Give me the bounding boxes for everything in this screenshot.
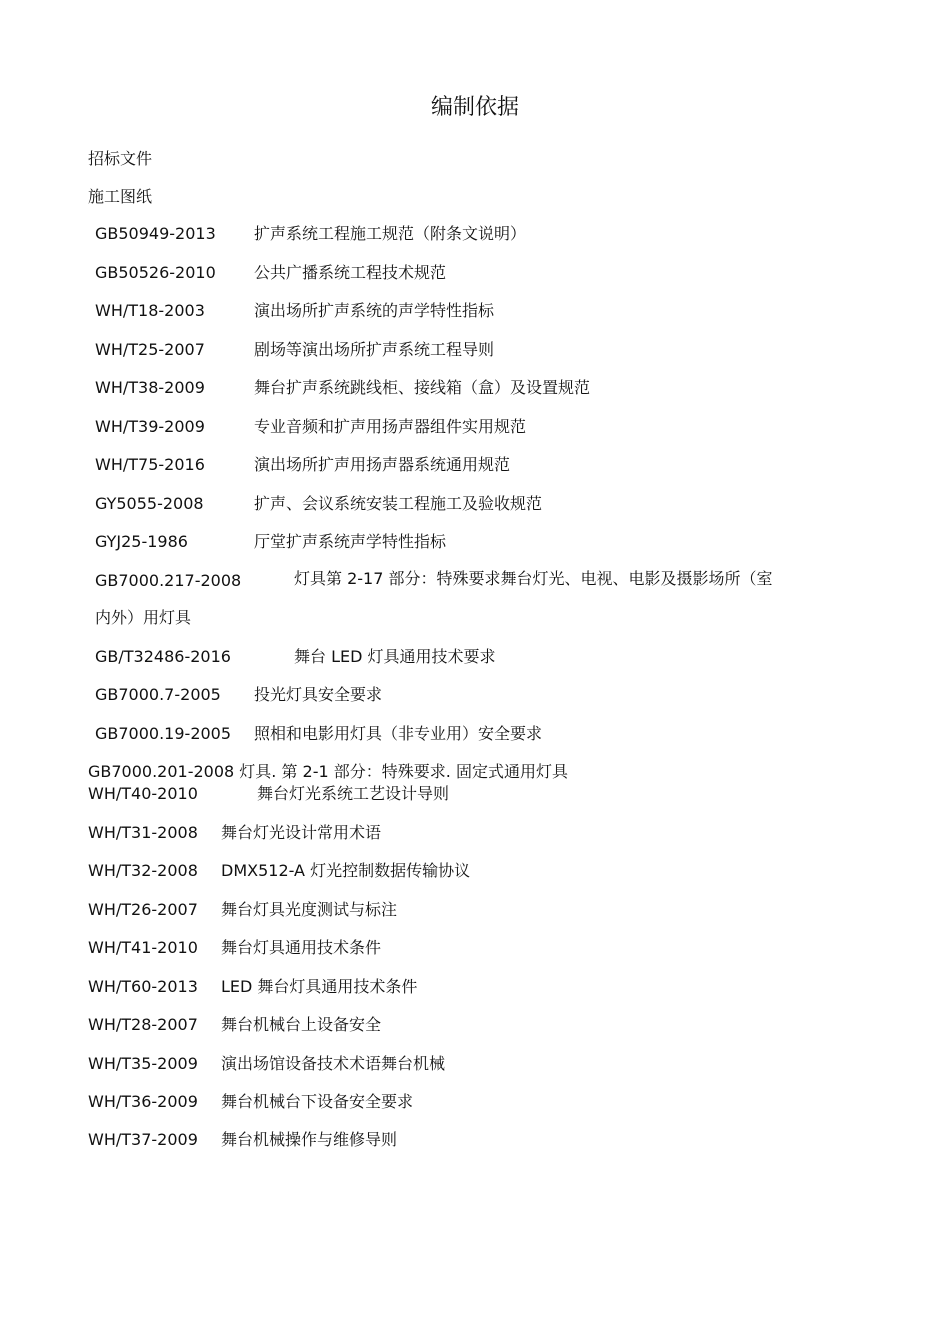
standard-code: WH/T40-2010 xyxy=(88,784,198,803)
standard-code: WH/T25-2007 xyxy=(95,340,205,359)
standard-description: 舞台 LED 灯具通用技术要求 xyxy=(294,647,496,666)
standard-code: WH/T26-2007 xyxy=(88,900,198,919)
standard-code: WH/T35-2009 xyxy=(88,1054,198,1073)
standard-description: 专业音频和扩声用扬声器组件实用规范 xyxy=(254,417,527,436)
standard-code: WH/T31-2008 xyxy=(88,823,198,842)
standard-code: WH/T41-2010 xyxy=(88,938,198,957)
standard-code: GYJ25-1986 xyxy=(95,532,188,551)
standard-code: WH/T28-2007 xyxy=(88,1015,198,1034)
standard-description: 照相和电影用灯具（非专业用）安全要求 xyxy=(254,724,543,743)
standard-code: GB50526-2010 xyxy=(95,263,216,282)
standard-description: 演出场馆设备技术术语舞台机械 xyxy=(221,1054,446,1073)
standard-description: 厅堂扩声系统声学特性指标 xyxy=(254,532,447,551)
standard-combined-line: GB7000.201-2008 灯具. 第 2-1 部分：特殊要求. 固定式通用灯具 xyxy=(88,762,568,781)
standard-description: 灯具第 2-17 部分：特殊要求舞台灯光、电视、电影及摄影场所（室 xyxy=(294,569,773,588)
standard-code: WH/T36-2009 xyxy=(88,1092,198,1111)
intro-construction-drawings: 施工图纸 xyxy=(88,187,153,206)
standard-description-continuation: 内外）用灯具 xyxy=(95,608,192,627)
standard-description: 舞台机械台上设备安全 xyxy=(221,1015,382,1034)
standard-description: 舞台灯具通用技术条件 xyxy=(221,938,382,957)
standard-code: GB7000.7-2005 xyxy=(95,685,221,704)
standard-description: 舞台机械台下设备安全要求 xyxy=(221,1092,414,1111)
standard-description: LED 舞台灯具通用技术条件 xyxy=(221,977,418,996)
standard-description: 公共广播系统工程技术规范 xyxy=(254,263,447,282)
standard-description: 舞台扩声系统跳线柜、接线箱（盒）及设置规范 xyxy=(254,378,591,397)
standard-code: WH/T18-2003 xyxy=(95,301,205,320)
standard-code: WH/T75-2016 xyxy=(95,455,205,474)
standard-code: GB7000.19-2005 xyxy=(95,724,232,743)
standard-description: 舞台灯光设计常用术语 xyxy=(221,823,382,842)
standard-code: GB/T32486-2016 xyxy=(95,647,231,666)
standard-description: DMX512-A 灯光控制数据传输协议 xyxy=(221,861,471,880)
standard-code: GB50949-2013 xyxy=(95,224,216,243)
standard-code: WH/T37-2009 xyxy=(88,1130,198,1149)
standard-description: 扩声系统工程施工规范（附条文说明） xyxy=(254,224,527,243)
standard-code: WH/T60-2013 xyxy=(88,977,198,996)
standard-description: 舞台机械操作与维修导则 xyxy=(221,1130,398,1149)
standard-description: 投光灯具安全要求 xyxy=(254,685,383,704)
standard-description: 舞台灯光系统工艺设计导则 xyxy=(257,784,450,803)
standard-description: 演出场所扩声用扬声器系统通用规范 xyxy=(254,455,511,474)
intro-tender-docs: 招标文件 xyxy=(88,149,153,168)
standard-description: 扩声、会议系统安装工程施工及验收规范 xyxy=(254,494,543,513)
page-title: 编制依据 xyxy=(430,95,519,120)
standard-code: WH/T39-2009 xyxy=(95,417,205,436)
standard-code: WH/T38-2009 xyxy=(95,378,205,397)
standard-code: GB7000.217-2008 xyxy=(95,571,242,590)
standard-code: GY5055-2008 xyxy=(95,494,204,513)
standard-description: 剧场等演出场所扩声系统工程导则 xyxy=(254,340,495,359)
standard-description: 舞台灯具光度测试与标注 xyxy=(221,900,398,919)
standard-description: 演出场所扩声系统的声学特性指标 xyxy=(254,301,495,320)
standard-code: WH/T32-2008 xyxy=(88,861,198,880)
